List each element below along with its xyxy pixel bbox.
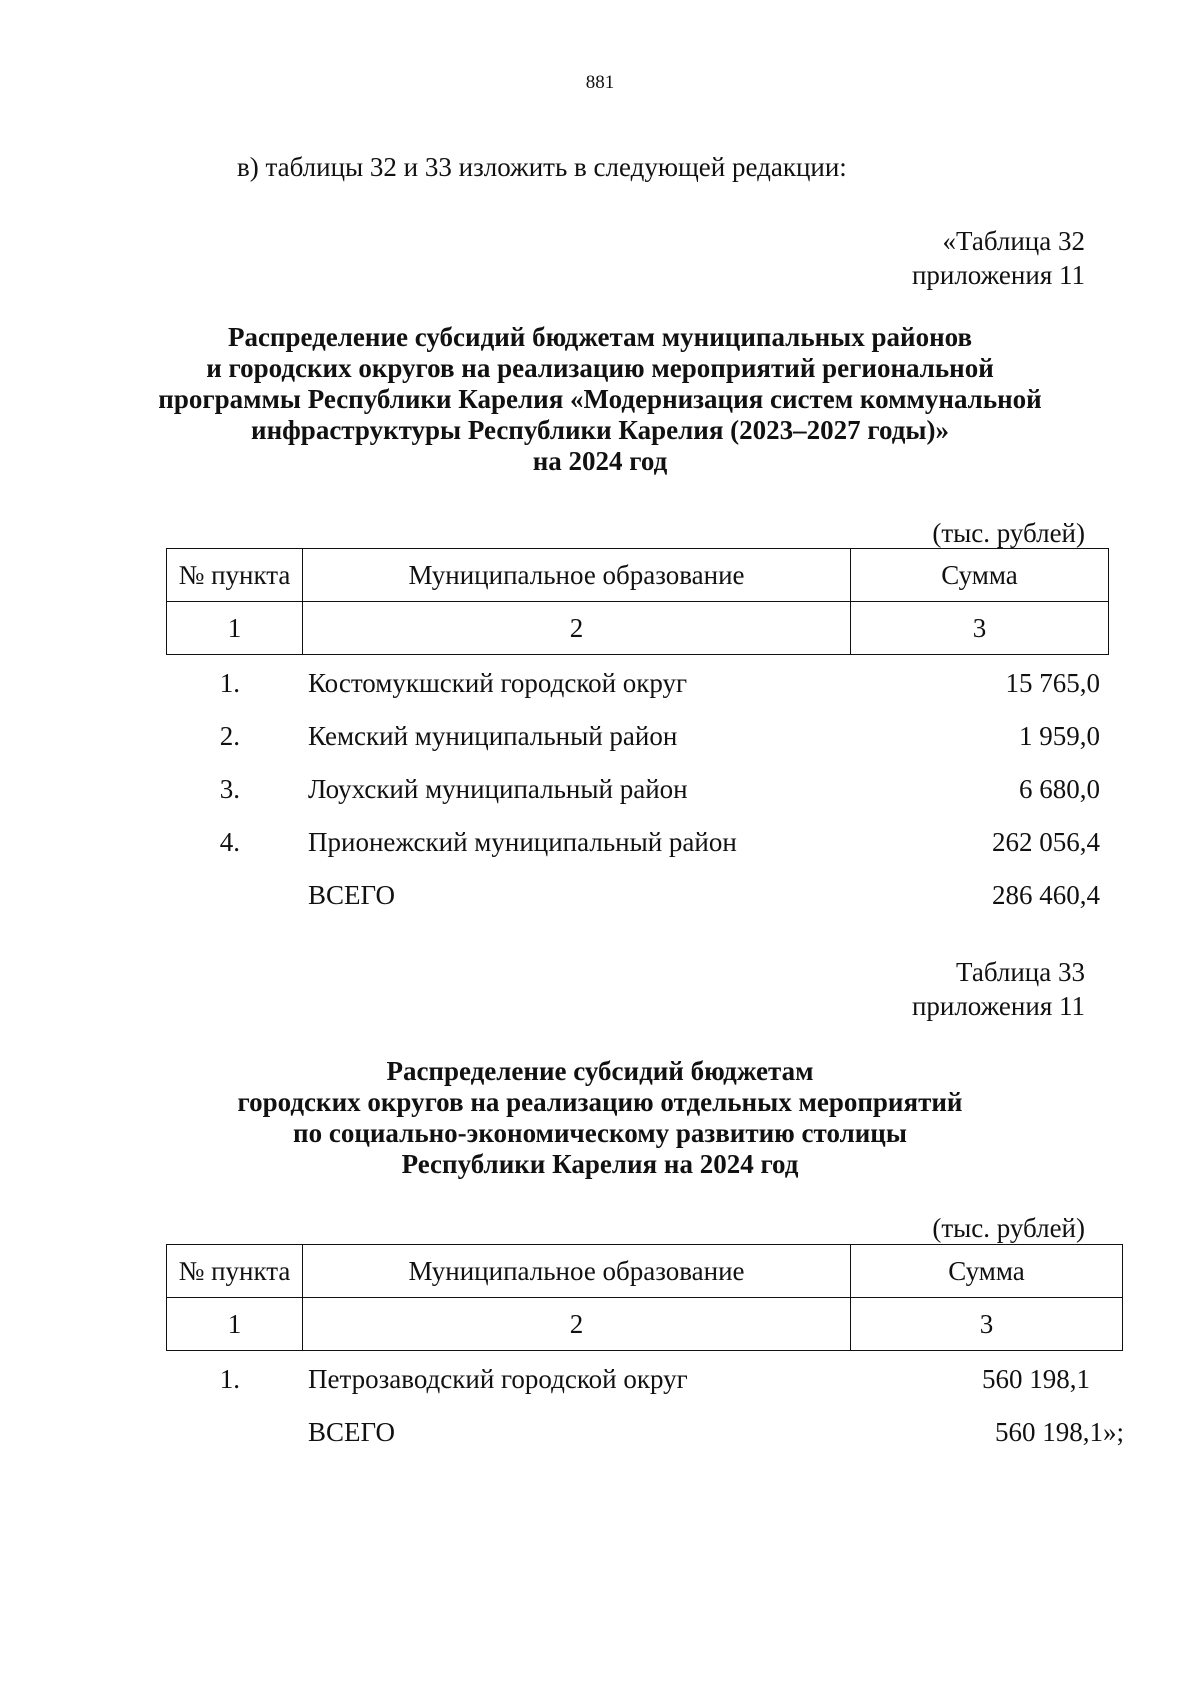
row-sum: 1 959,0 — [1019, 721, 1100, 751]
table-32-unit: (тыс. рублей) — [932, 518, 1085, 548]
table-32-title-line: на 2024 год — [532, 446, 668, 476]
table-total-row — [166, 1417, 1124, 1461]
row-municipality: Костомукшский городской округ — [308, 668, 688, 698]
total-sum: 286 460,4 — [992, 880, 1100, 910]
table-33-title-line: городских округов на реализацию отдельных мероприятий — [237, 1087, 963, 1117]
column-number: 2 — [303, 602, 851, 655]
table-33-caption — [912, 955, 1085, 1023]
table-33-title-line: Республики Карелия на 2024 год — [401, 1149, 799, 1179]
column-number: 3 — [851, 1298, 1123, 1351]
table-32-column-numbers-row — [167, 602, 1109, 655]
table-32-title-line: Распределение субсидий бюджетам муниципальных районов — [227, 322, 973, 352]
table-32-caption-line-1: «Таблица 32 — [942, 226, 1085, 256]
table-row — [166, 1364, 1090, 1408]
row-number: 1. — [219, 668, 240, 698]
table-32-title-line: программы Республики Карелия «Модернизация систем коммунальной — [158, 384, 1042, 414]
table-33-caption-line-1: Таблица 33 — [956, 957, 1085, 987]
table-33-column-numbers-row — [167, 1298, 1123, 1351]
table-33-title — [0, 1056, 1200, 1180]
row-number: 3. — [219, 774, 240, 804]
header-municipality: Муниципальное образование — [303, 1245, 851, 1298]
table-row — [166, 774, 1100, 818]
table-32-title — [0, 322, 1200, 477]
table-32-title-line: инфраструктуры Республики Карелия (2023–2027 годы)» — [251, 415, 949, 445]
table-32-header — [166, 548, 1109, 655]
row-municipality: Прионежский муниципальный район — [308, 827, 737, 857]
header-item-number: № пункта — [167, 549, 303, 602]
table-32-header-row — [167, 549, 1109, 602]
row-municipality: Петрозаводский городской округ — [308, 1364, 688, 1394]
table-33-header-row — [167, 1245, 1123, 1298]
table-33-title-line: по социально-экономическому развитию столицы — [293, 1118, 907, 1148]
table-32-caption-line-2: приложения 11 — [911, 260, 1085, 290]
table-total-row — [166, 880, 1100, 924]
column-number: 1 — [167, 602, 303, 655]
page-number: 881 — [585, 72, 615, 93]
table-33-unit: (тыс. рублей) — [932, 1213, 1085, 1243]
table-32-caption — [912, 224, 1085, 292]
row-number: 1. — [219, 1364, 240, 1394]
header-item-number: № пункта — [167, 1245, 303, 1298]
table-row — [166, 721, 1100, 765]
total-label: ВСЕГО — [308, 1417, 395, 1447]
intro-paragraph: в) таблицы 32 и 33 изложить в следующей редакции: — [237, 152, 847, 182]
header-sum: Сумма — [851, 549, 1109, 602]
header-sum: Сумма — [851, 1245, 1123, 1298]
table-row — [166, 827, 1100, 871]
header-municipality: Муниципальное образование — [303, 549, 851, 602]
row-municipality: Лоухский муниципальный район — [308, 774, 688, 804]
table-33-header — [166, 1244, 1123, 1351]
row-sum: 6 680,0 — [1019, 774, 1100, 804]
table-row — [166, 668, 1100, 712]
total-sum: 560 198,1»; — [994, 1417, 1124, 1447]
column-number: 2 — [303, 1298, 851, 1351]
total-label: ВСЕГО — [308, 880, 395, 910]
column-number: 1 — [167, 1298, 303, 1351]
row-sum: 560 198,1 — [982, 1364, 1090, 1394]
column-number: 3 — [851, 602, 1109, 655]
table-33-caption-line-2: приложения 11 — [911, 991, 1085, 1021]
row-number: 4. — [219, 827, 240, 857]
row-number: 2. — [219, 721, 240, 751]
table-33-title-line: Распределение субсидий бюджетам — [386, 1056, 814, 1086]
row-municipality: Кемский муниципальный район — [308, 721, 678, 751]
row-sum: 262 056,4 — [992, 827, 1100, 857]
table-32-title-line: и городских округов на реализацию мероприятий региональной — [206, 353, 994, 383]
row-sum: 15 765,0 — [1005, 668, 1100, 698]
